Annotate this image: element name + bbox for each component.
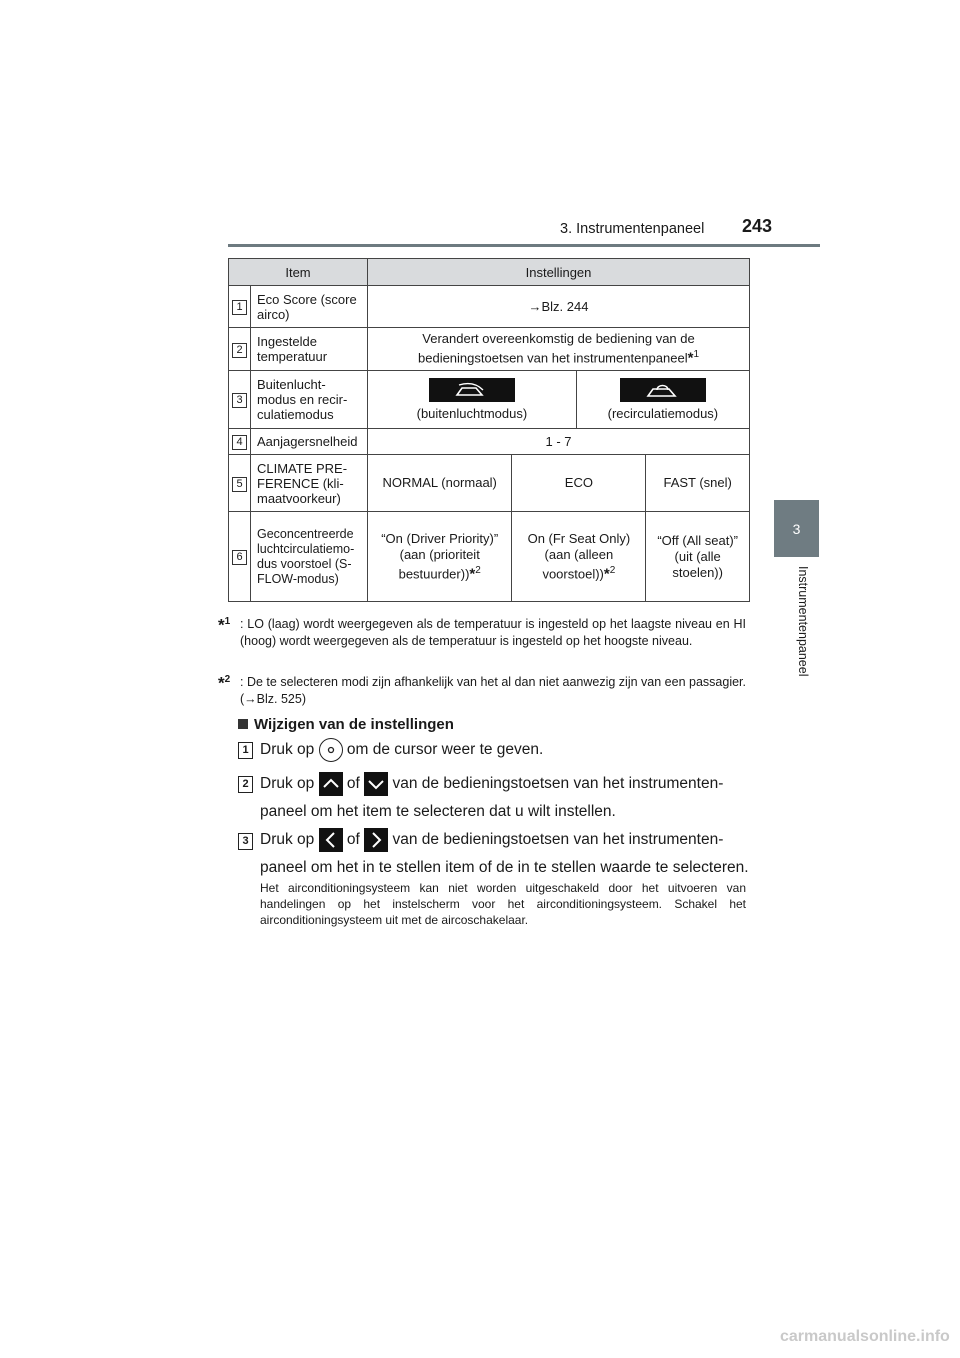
option-outside-air: (buitenluchtmodus): [416, 405, 528, 421]
step: Druk op of van de bedieningstoetsen van het instrumenten-paneel om het in te stellen item of de in te stellen waarde te selecteren.: [238, 826, 768, 882]
settings-table: [228, 258, 750, 602]
option-eco: ECO: [512, 455, 646, 512]
row-number: 1: [232, 300, 247, 315]
step-number: 1: [238, 742, 253, 759]
step-number: 2: [238, 776, 253, 793]
row-setting: →Blz. 244: [368, 286, 750, 328]
header-item: Item: [229, 259, 368, 286]
chevron-up-icon: [319, 772, 343, 796]
footnote: *$^2$ : De te selecteren modi zijn afhankelijk van het al dan niet aanwezig zijn van een passagier. (→Blz. 525): [218, 673, 746, 706]
chapter-title: 3. Instrumentenpaneel: [560, 221, 705, 237]
table-row: [229, 371, 750, 429]
page-number: 243: [742, 216, 773, 236]
cursor-button-icon: [319, 738, 343, 762]
table-row: 6 Geconcentreerde luchtcirculatiemo-dus voorstoel (S-FLOW-modus) “On (Driver Priority)” (aan (prioriteit bestuurder))*$^2$ On (Fr Seat Only) (aan (alleen voorstoel))*$^2$ “Off (All seat)” (uit (alle stoelen)): [229, 512, 750, 602]
row-number: 4: [232, 435, 247, 450]
step-number: 3: [238, 833, 253, 850]
row-setting: Verandert overeenkomstig de bediening van de bedieningstoetsen van het instrumentenpaneel: [418, 331, 695, 366]
row-number: 6: [232, 550, 247, 565]
watermark: carmanualsonline.info: [780, 1328, 950, 1345]
table-row: [229, 429, 750, 455]
bullet-square: [238, 719, 248, 729]
chevron-left-icon: [319, 828, 343, 852]
row-number: 5: [232, 477, 247, 492]
option-all-seats-off: “Off (All seat)” (uit (alle stoelen)): [646, 512, 750, 602]
row-number: 2: [232, 343, 247, 358]
table-row: [229, 286, 750, 328]
row-item: Aanjagersnelheid: [251, 429, 368, 455]
note-text: Het airconditioningsysteem kan niet worden uitgeschakeld door het uitvoeren van handelingen op het instelscherm voor het airconditioningsysteem. Schakel het airconditioningsysteem uit met de aircoschakelaar.: [260, 881, 746, 927]
option-recirculation: (recirculatiemodus): [607, 405, 719, 421]
row-item: CLIMATE PRE-FERENCE (kli-maatvoorkeur): [251, 455, 368, 512]
header-rule: [228, 244, 820, 247]
chevron-right-icon: [364, 828, 388, 852]
option-normal: NORMAL (normaal): [368, 455, 512, 512]
table-row: 2 Ingestelde temperatuur Verandert overeenkomstig de bediening van de bedieningstoetsen van het instrumentenpaneel*$^1$: [229, 328, 750, 371]
footnote-ref: 1: [693, 349, 699, 361]
row-item: Ingestelde temperatuur: [251, 328, 368, 371]
option-driver-priority: “On (Driver Priority)” (aan (prioriteit bestuurder)): [381, 530, 499, 582]
footnote-ref: 2: [475, 564, 481, 576]
chapter-tab: 3: [774, 500, 819, 557]
recirculation-icon: [620, 378, 706, 402]
chapter-tab-label: Instrumentenpaneel: [796, 566, 810, 677]
row-item: Eco Score (score airco): [251, 286, 368, 328]
row-number: 3: [232, 393, 247, 408]
table-header-row: [229, 259, 750, 286]
table-row: [229, 455, 750, 512]
outside-air-icon: [429, 378, 515, 402]
row-item: Buitenlucht-modus en recir-culatiemodus: [251, 371, 368, 429]
footnote-ref: 2: [609, 564, 616, 576]
row-item: Geconcentreerde luchtcirculatiemo-dus voorstoel (S-FLOW-modus): [251, 512, 368, 602]
header-settings: Instellingen: [368, 259, 750, 286]
chevron-down-icon: [364, 772, 388, 796]
section-title: Wijzigen van de instellingen: [238, 716, 454, 733]
option-fast: FAST (snel): [646, 455, 750, 512]
footnote: *$^1$ : LO (laag) wordt weergegeven als de temperatuur is ingesteld op het laagste niveau en HI (hoog) wordt weergegeven als de temperatuur is ingesteld op het hoogste niveau.: [218, 615, 746, 648]
row-setting: 1 - 7: [368, 429, 750, 455]
option-front-seat: On (Fr Seat Only) (aan (alleen voorstoel)): [527, 530, 631, 582]
step: Druk op of van de bedieningstoetsen van het instrumenten-paneel om het item te selecteren dat u wilt instellen.: [238, 770, 768, 826]
step: Druk op om de cursor weer te geven.: [238, 736, 768, 764]
